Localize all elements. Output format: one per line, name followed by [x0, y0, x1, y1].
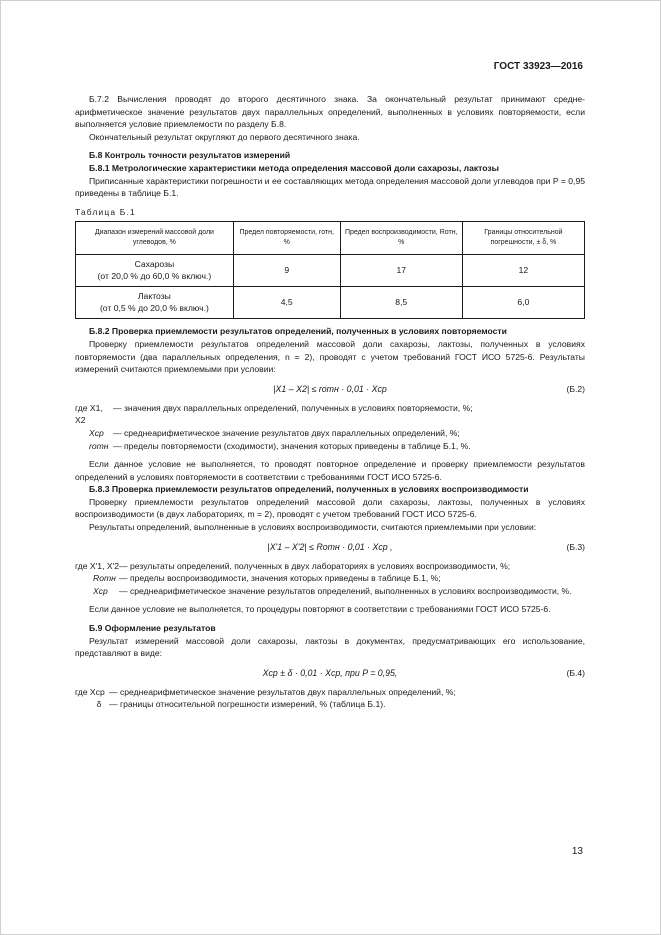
formula-expression: |X'1 – X'2| ≤ Rотн · 0,01 · Xср , [267, 541, 393, 552]
heading-b82: Б.8.2 Проверка приемлемости результатов определений, полученных в условиях повторяемости [89, 326, 507, 337]
table-cell: 12 [462, 255, 584, 287]
definitions-b3 [75, 560, 585, 598]
paragraph-b83a: Проверку приемлемости результатов определений массовой доли сахарозы, лактозы, полученных в условиях воспроизводимости (в двух лабораториях, m = 2), проводят с учетом требований ГОСТ ИСО 5725-6. [75, 496, 585, 520]
document-body [75, 93, 585, 711]
table-cell: 4,5 [233, 287, 340, 319]
table-cell: 9 [233, 255, 340, 287]
definition-item: Xср — среднеарифметическое значение результатов определений, выполненных в условиях воспроизводимости, %. [93, 585, 572, 596]
standard-header: ГОСТ 33923—2016 [493, 61, 583, 72]
formula-number: (Б.2) [566, 383, 585, 394]
definitions-b4 [75, 686, 585, 711]
table-cell-range: Лактозы (от 0,5 % до 20,0 % включ.) [76, 287, 234, 319]
table-row [76, 255, 585, 287]
definition-item: Rотн — пределы воспроизводимости, значения которых приведены в таблице Б.1, %; [93, 573, 441, 584]
definition-item: где Xср — среднеарифметическое значение результатов двух параллельных определений, %; [75, 686, 456, 697]
table-header-reproducibility: Предел воспроизводимости, Rотн, % [340, 222, 462, 255]
table-cell-range: Сахарозы (от 20,0 % до 60,0 % включ.) [76, 255, 234, 287]
paragraph-fail-reproducibility: Если данное условие не выполняется, то процедуры повторяют в соответствии с требованиями ГОСТ ИСО 5725-6. [89, 604, 551, 615]
table-caption: Таблица Б.1 [75, 206, 136, 217]
heading-b8: Б.8 Контроль точности результатов измерений [89, 150, 291, 161]
definition-item: Xср — среднеарифметическое значение результатов двух параллельных определений, %; [89, 427, 460, 438]
paragraph-b83b: Результаты определений, выполненные в условиях воспроизводимости, считаются приемлемыми при условии: [89, 522, 537, 533]
formula-number: (Б.3) [566, 541, 585, 552]
table-cell: 17 [340, 255, 462, 287]
table-header-range: Диапазон измерений массовой доли углеводов, % [76, 222, 234, 255]
table-b1 [75, 221, 585, 319]
formula-b4 [75, 660, 585, 686]
paragraph-b82: Проверку приемлемости результатов определений массовой доли сахарозы, лактозы, полученных в условиях повторяемости (два параллельных определения, n = 2), проводят с учетом требований ГОСТ ИСО 5725-6. Результаты измерений считаются приемлемыми при условии: [75, 338, 585, 375]
paragraph-final-rounding: Окончательный результат округляют до первого десятичного знака. [89, 131, 360, 142]
definition-item: где X1, X2 — значения двух параллельных определений, полученных в условиях повторяемости, %; [75, 402, 473, 426]
table-header-error-bounds: Границы относительной погрешности, ± δ, % [462, 222, 584, 255]
definition-item: rотн — пределы повторяемости (сходимости), значения которых приведены в таблице Б.1, %. [89, 440, 471, 451]
heading-b81: Б.8.1 Метрологические характеристики метода определения массовой доли сахарозы, лактозы [89, 162, 500, 173]
heading-b83: Б.8.3 Проверка приемлемости результатов определений, полученных в условиях воспроизводимости [89, 484, 529, 495]
definition-item: δ — границы относительной погрешности измерений, % (таблица Б.1). [96, 699, 386, 710]
paragraph-b9: Результат измерений массовой доли сахарозы, лактозы в документах, предусматривающих его использование, представляют в виде: [75, 635, 585, 659]
formula-expression: Xср ± δ · 0,01 · Xср, при P = 0,95, [262, 667, 398, 678]
paragraph-b81: Приписанные характеристики погрешности и ее составляющих метода определения массовой доли углеводов при P = 0,95 приведены в таблице Б.1. [75, 175, 585, 199]
table-cell: 6,0 [462, 287, 584, 319]
definitions-b2 [75, 402, 585, 452]
formula-number: (Б.4) [566, 667, 585, 678]
paragraph-b72: Б.7.2 Вычисления проводят до второго десятичного знака. За окончательный результат принимают среднеарифметическое значение результатов двух параллельных определений, выполненных в условиях повторяемости, если выполняется условие приемлемости по разделу Б.8. [75, 94, 585, 130]
page-number: 13 [571, 846, 583, 857]
formula-b2 [75, 376, 585, 402]
formula-expression: |X1 – X2| ≤ rотн · 0,01 · Xср [273, 383, 387, 394]
definition-item: где X'1, X'2 — результаты определений, полученных в двух лабораториях в условиях воспроизводимости, %; [75, 560, 511, 571]
table-row [76, 287, 585, 319]
paragraph-fail-repeatability: Если данное условие не выполняется, то проводят повторное определение и проверку приемлемости результатов определений в условиях повторяемости в соответствии с требованиями ГОСТ ИСО 5725-6. [75, 459, 585, 482]
formula-b3 [75, 534, 585, 560]
table-header-repeatability: Предел повторяемости, rотн, % [233, 222, 340, 255]
table-cell: 8,5 [340, 287, 462, 319]
heading-b9: Б.9 Оформление результатов [89, 623, 216, 634]
